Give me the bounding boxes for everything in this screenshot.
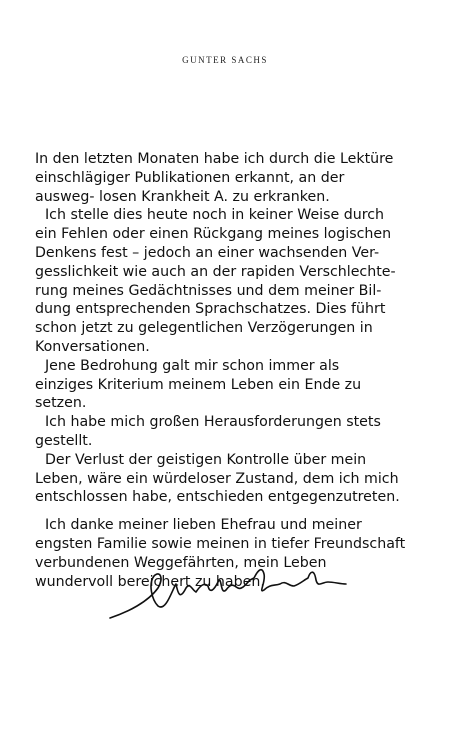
text-line: Ich stelle dies heute noch in keiner Weise durch — [45, 207, 385, 224]
text-line: Konversationen. — [35, 338, 150, 355]
text-line: gestellt. — [35, 432, 93, 449]
text-line: ein Fehlen oder einen Rückgang meines logischen — [35, 226, 392, 243]
text-line: verbundenen Weggefährten, mein Leben — [35, 554, 327, 571]
handwritten-signature — [108, 560, 348, 630]
text-line: In den letzten Monaten habe ich durch die Lektüre — [35, 151, 394, 167]
text-line: rung meines Gedächtnisses und dem meiner Bil- — [35, 282, 382, 299]
text-line: setzen. — [35, 395, 87, 412]
text-line: Ich habe mich großen Herausforderungen stets — [45, 414, 381, 431]
letter-body — [35, 150, 435, 591]
text-line: Leben, wäre ein würdeloser Zustand, dem ich mich — [35, 470, 399, 487]
text-line: gesslichkeit wie auch an der rapiden Verschlechte- — [35, 263, 396, 280]
text-line: Jene Bedrohung galt mir schon immer als — [45, 357, 340, 374]
text-line: engsten Familie sowie meinen in tiefer Freundschaft — [35, 535, 406, 552]
text-line: ausweg- losen Krankheit A. zu erkranken. — [35, 188, 330, 205]
text-line: entschlossen habe, entschieden entgegenzutreten. — [35, 489, 400, 506]
text-line: Der Verlust der geistigen Kontrolle über mein — [45, 451, 367, 468]
text-line: wundervoll bereichert zu haben. — [35, 573, 265, 590]
text-line: Ich danke meiner lieben Ehefrau und meiner — [45, 517, 362, 534]
text-line: einschlägiger Publikationen erkannt, an der — [35, 169, 345, 186]
text-line: schon jetzt zu gelegentlichen Verzögerungen in — [35, 320, 373, 337]
text-line: einziges Kriterium meinem Leben ein Ende zu — [35, 376, 362, 393]
text-line: Denkens fest – jedoch an einer wachsenden Ver- — [35, 244, 380, 261]
text-line: dung entsprechenden Sprachschatzes. Dies führt — [35, 301, 386, 318]
header-author-name: GUNTER SACHS — [182, 55, 268, 65]
paragraph-gap — [35, 507, 435, 516]
